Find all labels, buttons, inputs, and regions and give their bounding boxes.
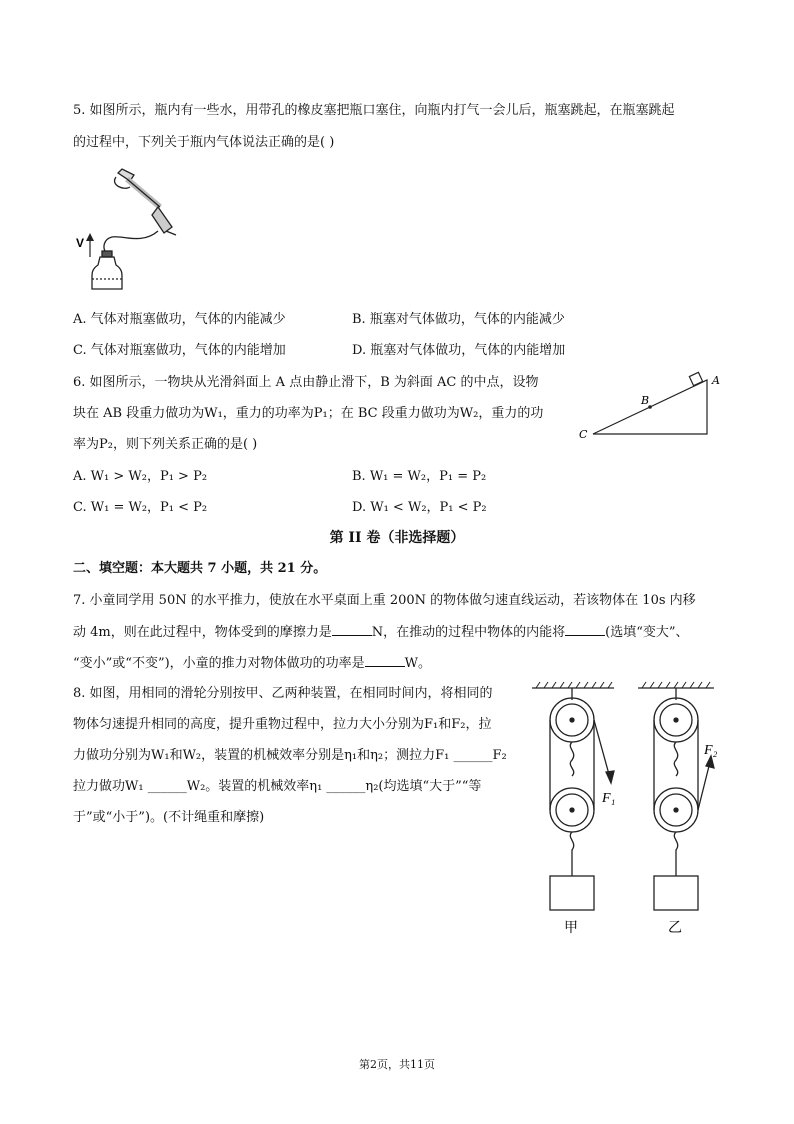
q5-option-a: A. 气体对瓶塞做功，气体的内能减少 bbox=[73, 312, 286, 327]
q7-blank-3[interactable] bbox=[365, 654, 405, 667]
q5-line-1: 5. 如图所示，瓶内有一些水，用带孔的橡皮塞把瓶口塞住，向瓶内打气一会儿后，瓶塞跳起，在瓶塞跳起 bbox=[73, 103, 675, 118]
q8-fig-yi: 乙 bbox=[668, 920, 682, 936]
section-heading: 二、填空题：本大题共 7 小题，共 21 分。 bbox=[73, 561, 327, 576]
q6-label-c: C bbox=[579, 428, 588, 441]
q8-pulley-figure bbox=[530, 680, 720, 942]
q7-line-2b: N，在推动的过程中物体的内能将 bbox=[371, 625, 566, 640]
q6-label-a: A bbox=[712, 374, 720, 387]
q7-line-3b: W。 bbox=[404, 656, 432, 671]
q7-line-2 bbox=[73, 623, 689, 642]
q5-option-d: D. 瓶塞对气体做功，气体的内能增加 bbox=[352, 343, 566, 358]
q6-line-2: 块在 AB 段重力做功为W₁，重力的功率为P₁；在 BC 段重力做功为W₂，重力的功 bbox=[73, 406, 544, 421]
q6-option-c: C. W₁ = W₂，P₁ < P₂ bbox=[73, 500, 208, 515]
q6-line-3: 率为P₂，则下列关系正确的是( ) bbox=[73, 437, 258, 452]
q8-line-4: 拉力做功W₁ ______W₂。装置的机械效率η₁ ______η₂(均选填“大于”“等 bbox=[73, 779, 482, 794]
q6-option-a: A. W₁ > W₂，P₁ > P₂ bbox=[73, 469, 208, 484]
q7-line-2c: (选填“变大”、 bbox=[605, 625, 689, 640]
q7-blank-1[interactable] bbox=[332, 623, 372, 636]
q5-fig-label-v: V bbox=[76, 236, 85, 250]
q8-fig-jia: 甲 bbox=[564, 920, 578, 936]
q5-bottle-figure bbox=[72, 165, 187, 295]
q6-option-d: D. W₁ < W₂，P₁ < P₂ bbox=[352, 500, 487, 515]
q8-line-2: 物体匀速提升相同的高度，提升重物过程中，拉力大小分别为F₁和F₂，拉 bbox=[73, 717, 492, 732]
q7-blank-2[interactable] bbox=[565, 623, 605, 636]
q8-line-1: 8. 如图，用相同的滑轮分别按甲、乙两种装置，在相同时间内，将相同的 bbox=[73, 686, 493, 701]
q6-label-b: B bbox=[641, 394, 650, 407]
q6-line-1: 6. 如图所示，一物块从光滑斜面上 A 点由静止滑下，B 为斜面 AC 的中点，设物 bbox=[73, 375, 539, 390]
q5-option-b: B. 瓶塞对气体做功，气体的内能减少 bbox=[352, 312, 565, 327]
q7-line-3a: “变小”或“不变”)，小童的推力对物体做功的功率是 bbox=[73, 656, 365, 671]
q7-line-3 bbox=[73, 654, 431, 673]
section-title: 第 II 卷（非选择题） bbox=[329, 530, 465, 546]
q5-line-2: 的过程中，下列关于瓶内气体说法正确的是( ) bbox=[73, 135, 335, 150]
q8-fig-f2: F₂ bbox=[704, 743, 718, 758]
q5-option-c: C. 气体对瓶塞做功，气体的内能增加 bbox=[73, 343, 286, 358]
q7-line-1: 7. 小童同学用 50N 的水平推力，使放在水平桌面上重 200N 的物体做匀速直线运动，若该物体在 10s 内移 bbox=[73, 593, 696, 608]
q6-option-b: B. W₁ = W₂，P₁ = P₂ bbox=[352, 469, 487, 484]
q8-fig-f1: F₁ bbox=[602, 791, 616, 806]
page-footer: 第2页，共11页 bbox=[359, 1058, 435, 1071]
q7-line-2a: 动 4m，则在此过程中，物体受到的摩擦力是 bbox=[73, 625, 332, 640]
q8-line-3: 力做功分别为W₁和W₂，装置的机械效率分别是η₁和η₂；测拉力F₁ ______F₂ bbox=[73, 748, 507, 763]
q8-line-5: 于”或“小于”)。(不计绳重和摩擦) bbox=[73, 810, 265, 825]
q6-incline-figure bbox=[575, 368, 725, 444]
